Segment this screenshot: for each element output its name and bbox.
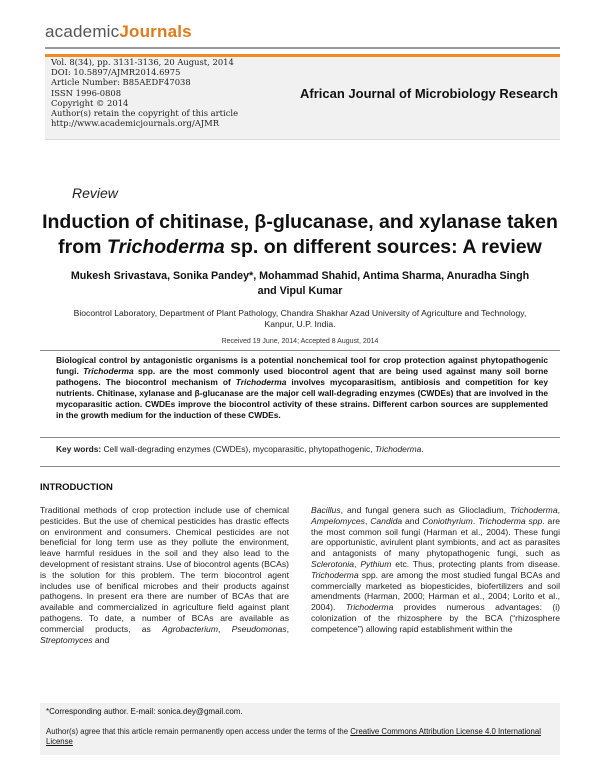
body-column-left: Traditional methods of crop protection include use of chemical pesticides. But the use of chemical pesticides has drastic effects on environment and consumers. Chemical pesticides are not beneficial for long term use as they pollute the environment, leave harmful residues in the soil and they also lead to the development of resistant strains. Use of biocontrol agents (BCAs) is the solution for this problem. The term biocontrol agent includes use of benifical microbes and their products against pathogens. In present era there are number of BCAs that are available and commercialized in agriculture field against plant pathogens. To date, a number of BCAs are available as commercial products, as Agrobacterium, Pseudomonas, Streptomyces and [40, 505, 289, 645]
corresponding-author: *Corresponding author. E-mail: sonica.dey@gmail.com. [46, 707, 243, 716]
header-divider [45, 47, 560, 49]
received-dates: Received 19 June, 2014; Accepted 8 August, 2014 [221, 338, 379, 345]
meta-copyright: Copyright © 2014 [51, 97, 129, 108]
meta-volume: Vol. 8(34), pp. 3131-3136, 20 August, 2014 [51, 57, 234, 67]
meta-doi: DOI: 10.5897/AJMR2014.6975 [51, 67, 181, 78]
keywords: Key words: Cell wall-degrading enzymes (CWDEs), mycoparasitic, phytopathogenic, Trichoderma. [56, 444, 424, 454]
article-title: Induction of chitinase, β-glucanase, and xylanase taken from Trichoderma sp. on different sources: A review [42, 211, 558, 258]
meta-issn: ISSN 1996-0808 [51, 87, 122, 98]
meta-article-number: Article Number: B85AEDF47038 [51, 77, 191, 88]
divider [40, 466, 560, 467]
journal-name: African Journal of Microbiology Research [300, 86, 558, 101]
divider [40, 437, 560, 438]
intro-heading: INTRODUCTION [40, 482, 113, 493]
author-list: Mukesh Srivastava, Sonika Pandey*, Mohammad Shahid, Antima Sharma, Anuradha Singh and Vipul Kumar [70, 270, 530, 297]
divider [40, 350, 560, 351]
meta-rights: Author(s) retain the copyright of this article [51, 108, 239, 119]
license-link[interactable]: Creative Commons Attribution License 4.0 International License [46, 727, 541, 746]
meta-url[interactable]: http://www.academicjournals.org/AJMR [51, 118, 220, 129]
publisher-logo: academicJournals [45, 22, 192, 41]
section-label: Review [72, 185, 118, 201]
body-column-right: Bacillus, and fungal genera such as Gliocladium, Trichoderma, Ampelomyces, Candida and Coniothyrium. Trichoderma spp. are the most common soil fungi (Harman et al., 2004). These fungi are opportunistic, avirulent plant symbionts, and act as parasites and antagonists of many phytopathogenic fungi, such as Sclerotonia, Pythium etc. Thus, protecting plants from disease. Trichoderma spp. are among the most studied fungal BCAs and commercially marketed as biopesticides, biofertilizers and soil amendments (Harman, 2000; Harman et al., 2004; Lorito et al., 2004). Trichoderma provides numerous advantages: (i) colonization of the rhizosphere by the BCA (“rhizosphere competence”) allowing rapid establishment within the [311, 505, 560, 634]
abstract: Biological control by antagonistic organisms is a potential nonchemical tool for crop protection against phytopathogenic fungi. Trichoderma spp. are the most commonly used biocontrol agent that are being used against many soil borne pathogens. The biocontrol mechanism of Trichoderma involves mycoparasitism, antibiosis and competition for key nutrients. Chitinase, xylanase and β-glucanase are the major cell wall-degrading enzymes (CWDEs) that are involved in the mycoparasitic action. CWDEs improve the biocontrol activity of these strains. Different carbon sources are supplemented in the growth medium for the induction of these CWDEs. [56, 355, 548, 420]
license-note: Author(s) agree that this article remain permanently open access under the terms of the Creative Commons Attribution License 4.0 International License [46, 727, 541, 746]
affiliation: Biocontrol Laboratory, Department of Plant Pathology, Chandra Shakhar Azad University of Agriculture and Technology, Kanpur, U.P. India. [73, 308, 527, 329]
article-metadata [51, 57, 238, 128]
